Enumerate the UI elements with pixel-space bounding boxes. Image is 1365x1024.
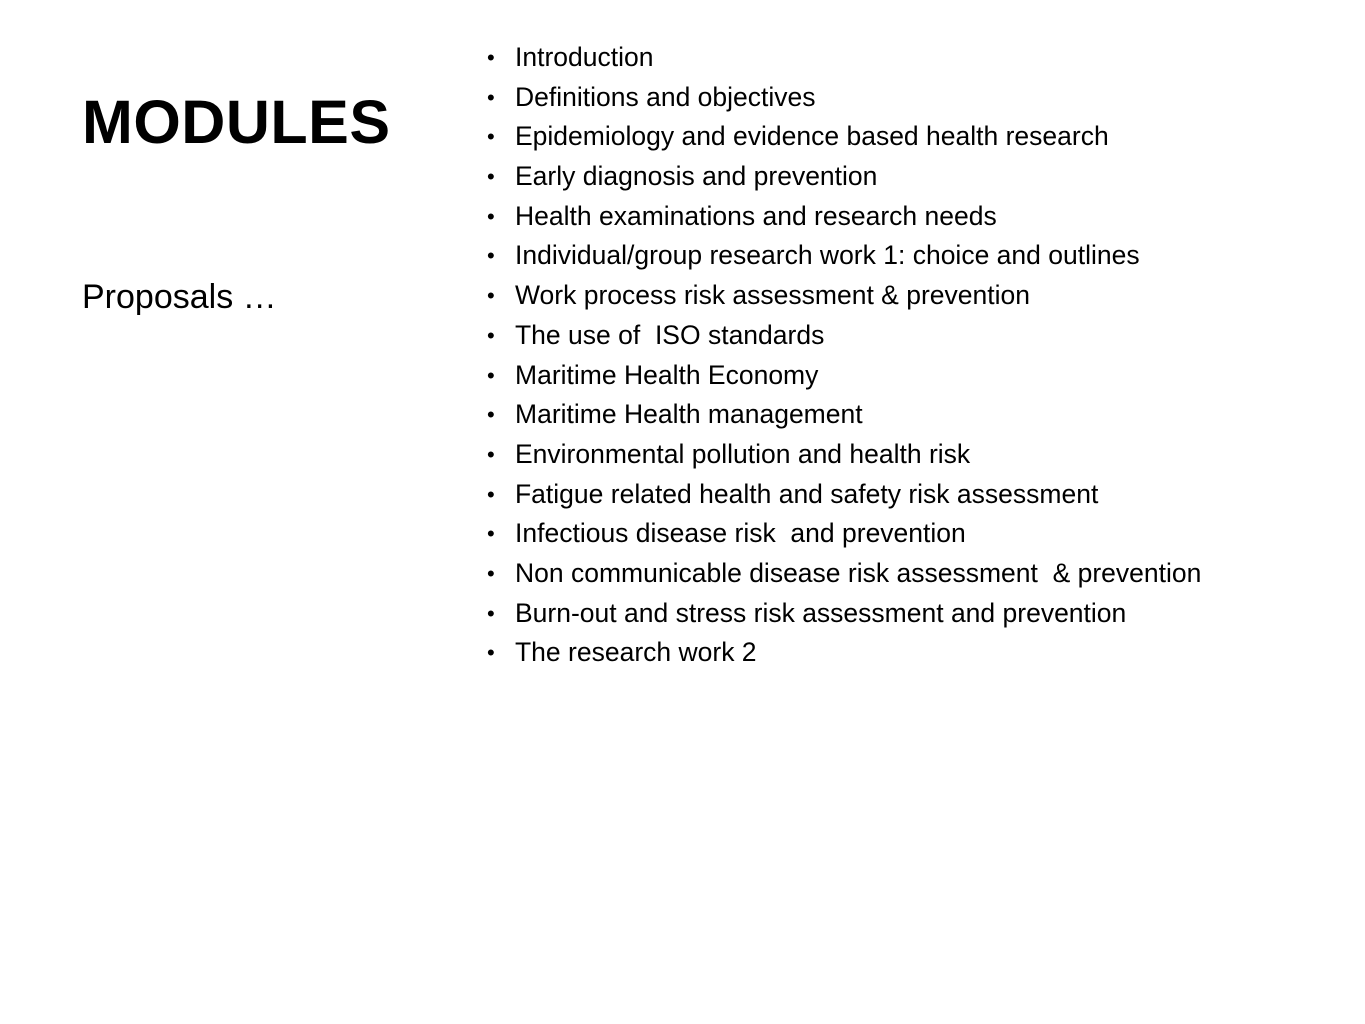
bullet-icon: •	[487, 481, 495, 507]
list-item-text: Burn-out and stress risk assessment and prevention	[515, 597, 1127, 628]
bullet-icon: •	[487, 362, 495, 388]
list-item	[487, 395, 1201, 435]
list-item	[487, 435, 1201, 475]
bullet-icon: •	[487, 402, 495, 428]
slide-subtitle: Proposals …	[82, 278, 277, 316]
list-item-text: Definitions and objectives	[515, 81, 816, 112]
slide-title: MODULES	[82, 88, 391, 156]
bullet-icon: •	[487, 84, 495, 110]
bullet-icon: •	[487, 521, 495, 547]
list-item	[487, 554, 1201, 594]
bullet-icon: •	[487, 560, 495, 586]
list-item	[487, 197, 1201, 237]
bullet-icon: •	[487, 124, 495, 150]
list-item-text: Maritime Health Economy	[515, 359, 819, 390]
list-item	[487, 38, 1201, 78]
bullet-icon: •	[487, 243, 495, 269]
modules-list	[487, 38, 1201, 673]
list-item-text: Fatigue related health and safety risk assessment	[515, 478, 1099, 509]
list-item	[487, 117, 1201, 157]
list-item	[487, 514, 1201, 554]
list-item-text: Work process risk assessment & prevention	[515, 280, 1030, 311]
list-item	[487, 633, 1201, 673]
list-item	[487, 157, 1201, 197]
list-item-text: Introduction	[515, 42, 654, 72]
list-item	[487, 475, 1201, 515]
list-item-text: Individual/group research work 1: choice and outlines	[515, 240, 1140, 271]
list-item-text: Health examinations and research needs	[515, 200, 997, 231]
bullet-icon: •	[487, 45, 495, 70]
list-item	[487, 356, 1201, 396]
bullet-icon: •	[487, 322, 495, 348]
list-item-text: Maritime Health management	[515, 399, 863, 430]
list-item	[487, 316, 1201, 356]
bullet-icon: •	[487, 283, 495, 309]
list-item-text: The research work 2	[515, 637, 757, 668]
list-item-text: Environmental pollution and health risk	[515, 438, 971, 469]
list-item	[487, 78, 1201, 118]
bullet-icon: •	[487, 164, 495, 190]
bullet-icon: •	[487, 600, 495, 626]
bullet-icon: •	[487, 640, 495, 666]
list-item	[487, 236, 1201, 276]
bullet-icon: •	[487, 441, 495, 467]
list-item-text: Infectious disease risk and prevention	[515, 518, 966, 549]
list-item	[487, 594, 1201, 634]
list-item	[487, 276, 1201, 316]
list-item-text: Non communicable disease risk assessment & prevention	[515, 557, 1202, 588]
bullet-icon: •	[487, 203, 495, 229]
list-item-text: Early diagnosis and prevention	[515, 161, 878, 192]
list-item-text: Epidemiology and evidence based health research	[515, 121, 1109, 152]
list-item-text: The use of ISO standards	[515, 319, 825, 350]
